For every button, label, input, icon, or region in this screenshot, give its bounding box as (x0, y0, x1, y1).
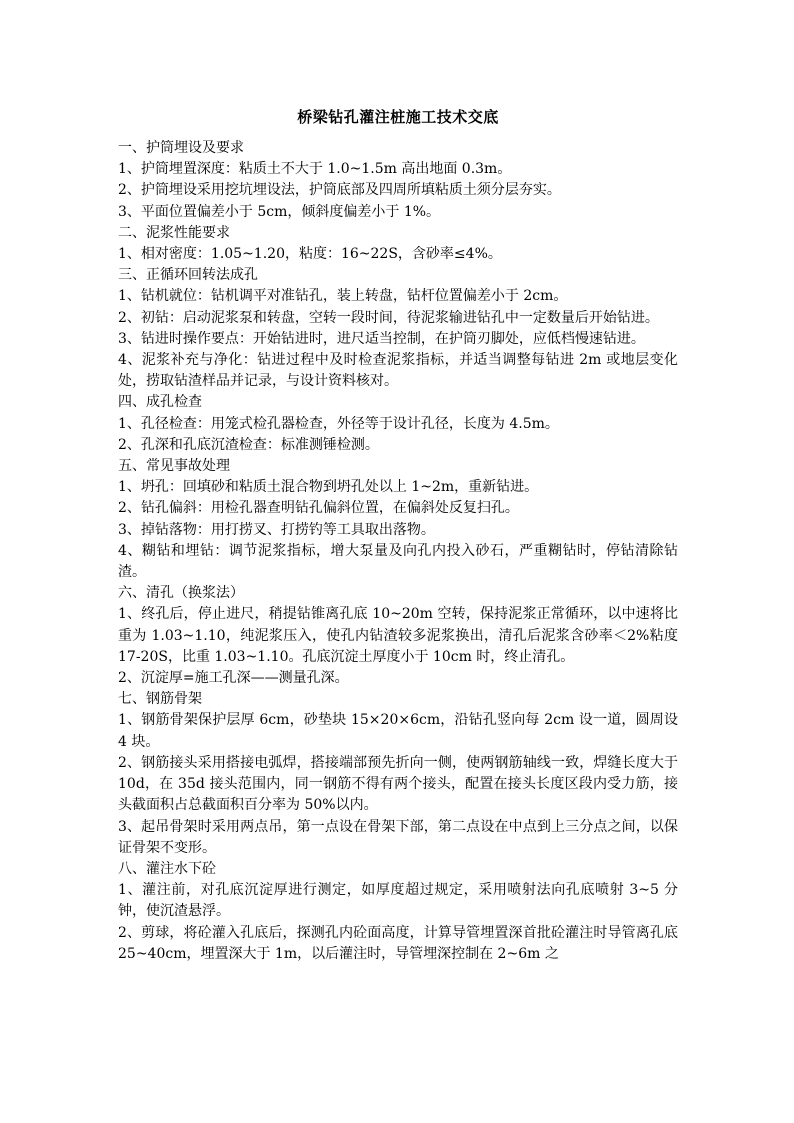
paragraph: 3、起吊骨架时采用两点吊，第一点设在骨架下部，第二点设在中点到上三分点之间，以保证骨架不变形。 (118, 818, 678, 856)
section-heading: 三、正循环回转法成孔 (118, 267, 258, 284)
section-heading: 四、成孔检查 (118, 394, 202, 411)
paragraph: 1、终孔后，停止进尺，稍提钻锥离孔底 10~20m 空转，保持泥浆正常循环，以中速将比重为 1.03~1.10，纯泥浆压入，使孔内钻渣较多泥浆换出，清孔后泥浆含砂率＜2%粘度 17-20S，比重 1.03~1.10。孔底沉淀土厚度小于 10cm 时，终止清孔。 (118, 606, 678, 665)
paragraph: 3、平面位置偏差小于 5cm，倾斜度偏差小于 1%。 (118, 203, 441, 220)
section-heading: 一、护筒埋设及要求 (118, 140, 244, 156)
document-blocks (118, 138, 678, 965)
paragraph: 1、护筒埋置深度：粘质土不大于 1.0~1.5m 高出地面 0.3m。 (118, 161, 512, 178)
section-heading: 七、钢筋骨架 (118, 691, 202, 708)
paragraph: 1、钻机就位：钻机调平对准钻孔，装上转盘，钻杆位置偏差小于 2cm。 (118, 288, 568, 305)
document-title: 桥梁钻孔灌注桩施工技术交底 (297, 108, 499, 126)
paragraph: 3、掉钻落物：用打捞叉、打捞钓等工具取出落物。 (118, 521, 435, 538)
paragraph: 2、剪球，将砼灌入孔底后，探测孔内砼面高度，计算导管埋置深首批砼灌注时导管离孔底 25~40cm，埋置深大于 1m，以后灌注时，导管埋深控制在 2~6m 之 (118, 924, 678, 962)
paragraph: 2、钻孔偏斜：用检孔器查明钻孔偏斜位置，在偏斜处反复扫孔。 (118, 500, 519, 517)
paragraph: 2、初钻：启动泥浆泵和转盘，空转一段时间，待泥浆输进钻孔中一定数量后开始钻进。 (118, 309, 659, 326)
paragraph: 2、孔深和孔底沉渣检查：标准测锤检测。 (118, 436, 379, 453)
paragraph: 2、护筒埋设采用挖坑埋设法，护筒底部及四周所填粘质土须分层夯实。 (118, 182, 561, 199)
paragraph: 1、孔径检查：用笼式检孔器检查，外径等于设计孔径，长度为 4.5m。 (118, 415, 559, 432)
paragraph: 1、坍孔：回填砂和粘质土混合物到坍孔处以上 1~2m，重新钻进。 (118, 479, 539, 496)
paragraph: 2、沉淀厚=施工孔深——测量孔深。 (118, 670, 349, 687)
paragraph: 4、糊钻和埋钻：调节泥浆指标，增大泵量及向孔内投入砂石，严重糊钻时，停钻清除钻渣。 (118, 542, 678, 581)
paragraph: 1、钢筋骨架保护层厚 6cm，砂垫块 15×20×6cm，沿钻孔竖向每 2cm 设一道，圆周设 4 块。 (118, 712, 678, 750)
section-heading: 八、灌注水下砼 (118, 860, 216, 877)
section-heading: 六、清孔（换浆法） (118, 585, 244, 602)
paragraph: 3、钻进时操作要点：开始钻进时，进尺适当控制，在护筒刃脚处，应低档慢速钻进。 (118, 330, 645, 347)
paragraph: 1、灌注前，对孔底沉淀厚进行测定，如厚度超过规定，采用喷射法向孔底喷射 3~5 分钟，使沉渣悬浮。 (118, 882, 678, 920)
section-heading: 五、常见事故处理 (118, 458, 230, 475)
paragraph: 2、钢筋接头采用搭接电弧焊，搭接端部预先折向一侧，使两钢筋轴线一致，焊缝长度大于 10d，在 35d 接头范围内，同一钢筋不得有两个接头，配置在接头长度区段内受力筋，接头截面积占总截面积百分率为 50%以内。 (118, 754, 678, 814)
paragraph: 1、相对密度：1.05~1.20，粘度：16~22S，含砂率≤4%。 (118, 246, 502, 263)
paragraph: 4、泥浆补充与净化：钻进过程中及时检查泥浆指标，并适当调整每钻进 2m 或地层变化处，捞取钻渣样品并记录，与设计资料核对。 (118, 352, 678, 390)
document-body (118, 106, 678, 965)
section-heading: 二、泥浆性能要求 (118, 224, 230, 241)
